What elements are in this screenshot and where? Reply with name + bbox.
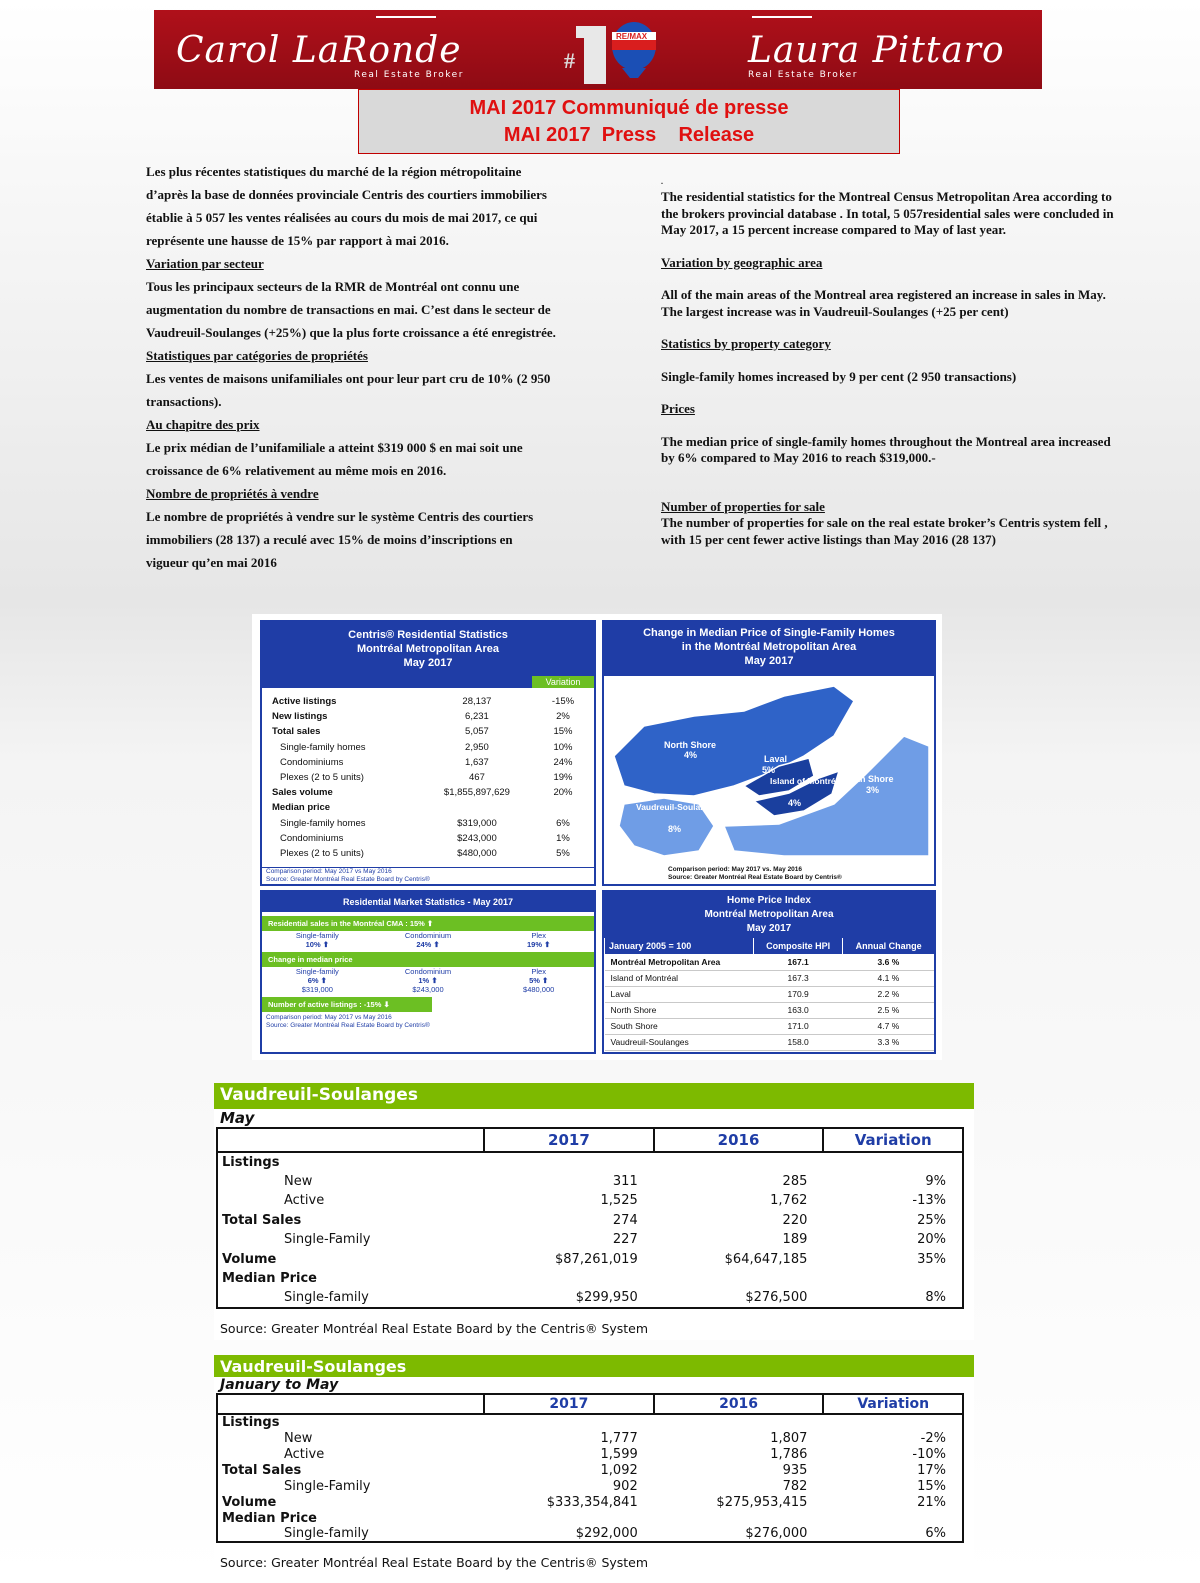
stats-row-variation: -15% bbox=[551, 696, 575, 708]
hpi-row bbox=[605, 1034, 935, 1050]
stats-row-label: Active listings bbox=[272, 696, 337, 708]
market-price-change: 5% ⬆ bbox=[529, 976, 549, 985]
vs-row-label: Volume bbox=[222, 1494, 277, 1510]
vs-may-header-2016: 2016 bbox=[654, 1128, 824, 1152]
vs-row-label: Single-family bbox=[284, 1290, 369, 1306]
vs-row-2016 bbox=[654, 1510, 824, 1526]
vs-row-label: Single-Family bbox=[284, 1478, 371, 1494]
hpi-change: 4.7 % bbox=[843, 1018, 934, 1034]
vs-table-row bbox=[217, 1526, 963, 1542]
fr-paragraph-category: Les ventes de maisons unifamiliales ont pour leur part cru de 10% (2 950 transactions). bbox=[146, 371, 551, 409]
region-map bbox=[604, 676, 934, 862]
map-region-percent: 4% bbox=[684, 750, 698, 760]
vs-row-2016: 1,762 bbox=[770, 1193, 808, 1209]
stats-row-variation: 10% bbox=[553, 741, 573, 753]
vs-row-label: Single-Family bbox=[284, 1232, 371, 1248]
map-region-percent: 5% bbox=[762, 765, 776, 775]
vs-row-2016: 935 bbox=[782, 1462, 808, 1478]
stats-panel-title: Centris® Residential Statistics Montréal Metropolitan Area May 2017 bbox=[262, 622, 594, 676]
stats-row-variation bbox=[532, 800, 594, 815]
stats-row-value: 28,137 bbox=[462, 696, 492, 708]
hpi-row bbox=[605, 1002, 935, 1018]
hpi-area: Montréal Metropolitan Area bbox=[605, 954, 754, 970]
hpi-area: Vaudreuil-Soulanges bbox=[605, 1034, 754, 1050]
stats-row-value: $1,855,897,629 bbox=[443, 787, 510, 799]
stats-row bbox=[262, 709, 594, 724]
hpi-row bbox=[605, 986, 935, 1002]
vs-row-2016: 782 bbox=[782, 1478, 808, 1494]
hpi-change: 3.3 % bbox=[843, 1034, 934, 1050]
hpi-row bbox=[605, 954, 935, 970]
stats-row-variation: 19% bbox=[553, 772, 573, 784]
market-median-price: $319,000 bbox=[301, 985, 333, 994]
hpi-value: 167.3 bbox=[753, 970, 842, 986]
stats-row-variation: 20% bbox=[553, 787, 573, 799]
stats-row bbox=[262, 740, 594, 755]
vs-table-row bbox=[217, 1510, 963, 1526]
stats-row-label: Total sales bbox=[272, 726, 321, 738]
stats-row-label: Condominiums bbox=[280, 756, 344, 768]
stats-row bbox=[262, 694, 594, 709]
hpi-value: 163.0 bbox=[753, 1002, 842, 1018]
vs-may-header-variation: Variation bbox=[823, 1128, 963, 1152]
vs-row-2016: $275,953,415 bbox=[716, 1494, 808, 1510]
vs-row-2016: $64,647,185 bbox=[724, 1251, 808, 1267]
vs-row-2016 bbox=[654, 1414, 824, 1430]
header-banner bbox=[154, 10, 1042, 89]
vs-table-row bbox=[217, 1250, 963, 1270]
stats-row-value: 467 bbox=[469, 772, 485, 784]
stats-row-value: $480,000 bbox=[457, 847, 497, 859]
map-region-label: North Shore bbox=[664, 740, 717, 750]
house-roof-icon bbox=[376, 16, 436, 28]
stats-row-variation: 2% bbox=[556, 711, 570, 723]
fr-heading-sector: Variation par secteur bbox=[146, 256, 264, 271]
hpi-header-base: January 2005 = 100 bbox=[605, 938, 754, 954]
remax-logo bbox=[564, 16, 674, 86]
vs-table-row bbox=[217, 1414, 963, 1430]
hpi-change: 4.1 % bbox=[843, 970, 934, 986]
vs-ytd-header-variation: Variation bbox=[823, 1394, 963, 1414]
market-sales-bar: Residential sales in the Montréal CMA : 15% ⬆ bbox=[262, 916, 594, 931]
stats-row bbox=[262, 846, 594, 861]
en-heading-category: Statistics by property category bbox=[661, 336, 831, 351]
map-region-percent: 4% bbox=[788, 798, 802, 808]
vs-may-header-2017: 2017 bbox=[484, 1128, 654, 1152]
vs-row-2017: 902 bbox=[612, 1478, 638, 1494]
stats-row-label: Sales volume bbox=[272, 787, 333, 799]
stats-row-value bbox=[422, 800, 532, 815]
market-listings-bar: Number of active listings : -15% ⬇ bbox=[262, 997, 432, 1012]
stats-row-variation: 1% bbox=[556, 832, 570, 844]
stats-row bbox=[262, 724, 594, 739]
map-region-label: Vaudreuil-Soulanges bbox=[636, 802, 721, 812]
vs-row-2017: 1,777 bbox=[600, 1430, 638, 1446]
en-paragraph-listings: The number of properties for sale on the real estate broker’s Centris system fell , with 15 per cent fewer active listings than May 2016 (28 137) bbox=[661, 515, 1108, 547]
vs-row-2016 bbox=[654, 1269, 824, 1289]
en-dot: . bbox=[661, 177, 663, 186]
vs-row-label: Active bbox=[284, 1193, 325, 1209]
hpi-row bbox=[605, 970, 935, 986]
vs-row-2017: $87,261,019 bbox=[555, 1251, 638, 1267]
vs-row-2017: 1,525 bbox=[600, 1193, 638, 1209]
english-text-column bbox=[661, 175, 1121, 548]
vs-row-label: Volume bbox=[222, 1251, 277, 1267]
market-category-label: Condominium bbox=[404, 931, 452, 940]
stats-footer-period: Comparison period: May 2017 vs May 2016 bbox=[266, 868, 392, 875]
hpi-header-composite: Composite HPI bbox=[753, 938, 842, 954]
vs-table-row bbox=[217, 1152, 963, 1172]
vs-row-label: New bbox=[284, 1430, 313, 1446]
hpi-area: South Shore bbox=[605, 1018, 754, 1034]
vs-may-subtitle: May bbox=[220, 1109, 255, 1127]
map-region-label: South Shore bbox=[840, 774, 894, 784]
fr-paragraph-prices: Le prix médian de l’unifamiliale a atteint $319 000 $ en mai soit une croissance de 6% relativement au même mois en 2016. bbox=[146, 440, 523, 478]
vs-may-table bbox=[216, 1127, 964, 1309]
stats-row-value: 5,057 bbox=[465, 726, 489, 738]
vs-row-2017: $333,354,841 bbox=[546, 1494, 638, 1510]
vs-row-2016: $276,500 bbox=[745, 1290, 808, 1306]
vs-ytd-title: Vaudreuil-Soulanges bbox=[214, 1355, 974, 1377]
vaudreuil-ytd-table-block bbox=[214, 1355, 974, 1579]
vs-may-title: Vaudreuil-Soulanges bbox=[214, 1083, 974, 1109]
hpi-area: Laval bbox=[605, 986, 754, 1002]
press-release-title bbox=[358, 89, 900, 154]
en-heading-listings: Number of properties for sale bbox=[661, 498, 825, 514]
hpi-row bbox=[605, 1018, 935, 1034]
market-sales-change: 19% ⬆ bbox=[526, 940, 551, 949]
hpi-panel-title: Home Price Index Montréal Metropolitan Area May 2017 bbox=[604, 892, 934, 938]
vs-table-row bbox=[217, 1211, 963, 1231]
vs-table-row bbox=[217, 1494, 963, 1510]
hpi-change: 2.2 % bbox=[843, 986, 934, 1002]
vs-row-2017: 227 bbox=[612, 1232, 638, 1248]
vs-row-2017: $292,000 bbox=[575, 1526, 638, 1541]
map-footer-period: Comparison period: May 2017 vs. May 2016 bbox=[668, 866, 803, 873]
vs-row-2016: 1,807 bbox=[770, 1430, 808, 1446]
left-broker-title: Real Estate Broker bbox=[354, 70, 464, 80]
vs-row-2017: 1,092 bbox=[600, 1462, 638, 1478]
map-region-label: Island of Montréal bbox=[770, 776, 843, 786]
stats-table bbox=[262, 694, 594, 861]
market-median-price: $480,000 bbox=[523, 985, 555, 994]
market-category-label: Single-family bbox=[295, 931, 339, 940]
market-categories bbox=[262, 931, 594, 940]
vs-row-label: Listings bbox=[222, 1415, 280, 1430]
hpi-value: 158.0 bbox=[753, 1034, 842, 1050]
hpi-value: 167.1 bbox=[753, 954, 842, 970]
vs-table-row bbox=[217, 1269, 963, 1289]
market-category-label: Condominium bbox=[404, 967, 452, 976]
french-text-column bbox=[146, 160, 556, 574]
vs-row-variation bbox=[823, 1152, 963, 1172]
fr-intro: Les plus récentes statistiques du marché de la région métropolitaine d’après la base de données provinciale Centris des courtiers immobiliers établie à 5 057 les ventes réalisées au cours du mois de mai 2017, ce qui représente une hausse de 15% par rapport à mai 2016. bbox=[146, 164, 547, 248]
title-french: MAI 2017 Communiqué de presse bbox=[469, 97, 789, 119]
statistics-infographic bbox=[252, 614, 942, 1060]
market-categories bbox=[262, 967, 594, 976]
vs-row-2017: 274 bbox=[612, 1212, 638, 1228]
fr-paragraph-sector: Tous les principaux secteurs de la RMR de Montréal ont connu une augmentation du nombre de transactions en mai. C’est dans le secteur de Vaudreuil-Soulanges (+25%) que la plus forte croissance a été enregistrée. bbox=[146, 279, 556, 340]
vs-row-label: Active bbox=[284, 1446, 325, 1462]
vs-table-row bbox=[217, 1430, 963, 1446]
median-price-map-panel bbox=[602, 620, 936, 886]
vs-row-variation: 15% bbox=[917, 1478, 946, 1494]
variation-header: Variation bbox=[532, 676, 594, 688]
vs-ytd-subtitle: January to May bbox=[220, 1377, 339, 1393]
vs-table-row bbox=[217, 1230, 963, 1250]
house-roof-icon bbox=[752, 16, 812, 28]
vs-row-2016: 1,786 bbox=[770, 1446, 808, 1462]
hpi-area: North Shore bbox=[605, 1002, 754, 1018]
en-intro: The residential statistics for the Montreal Census Metropolitan Area according to the brokers provincial database . In total, 5 057residential sales were concluded in May 2017, a 15 percent increase compared to May of last year. bbox=[661, 189, 1114, 237]
vs-row-variation: -2% bbox=[920, 1430, 946, 1446]
vs-ytd-table bbox=[216, 1393, 964, 1543]
vs-row-variation: 17% bbox=[917, 1462, 946, 1478]
stats-row bbox=[262, 816, 594, 831]
vs-row-variation: 6% bbox=[925, 1526, 946, 1541]
market-category-label: Plex bbox=[531, 967, 546, 976]
map-region-percent: 8% bbox=[668, 824, 682, 834]
en-heading-prices: Prices bbox=[661, 401, 695, 416]
market-median-price: $243,000 bbox=[412, 985, 444, 994]
vs-table-row bbox=[217, 1289, 963, 1309]
vs-row-2017: 311 bbox=[612, 1173, 638, 1189]
stats-row-label: Median price bbox=[272, 802, 331, 814]
stats-row-label: Condominiums bbox=[280, 832, 344, 844]
vs-row-variation: -13% bbox=[912, 1193, 946, 1209]
vs-row-variation bbox=[823, 1510, 963, 1526]
vs-row-label: Single-family bbox=[284, 1526, 369, 1541]
market-price-changes bbox=[262, 976, 594, 985]
market-sales-changes bbox=[262, 940, 594, 949]
map-region-percent: 3% bbox=[866, 785, 880, 795]
vs-table-row bbox=[217, 1446, 963, 1462]
stats-row-label: Single-family homes bbox=[280, 817, 366, 829]
stats-row-value: 2,950 bbox=[465, 741, 489, 753]
vs-row-label: New bbox=[284, 1173, 313, 1189]
hpi-header-change: Annual Change bbox=[843, 938, 934, 954]
stats-row-value: 1,637 bbox=[465, 756, 489, 768]
stats-row-value: $243,000 bbox=[457, 832, 497, 844]
map-panel-title: Change in Median Price of Single-Family Homes in the Montréal Metropolitan Area May 2017 bbox=[604, 622, 934, 676]
vs-row-2017: $299,950 bbox=[575, 1290, 638, 1306]
en-paragraph-area: All of the main areas of the Montreal area registered an increase in sales in May. The largest increase was in Vaudreuil-Soulanges (+25 per cent) bbox=[661, 287, 1106, 319]
vs-ytd-header-2016: 2016 bbox=[654, 1394, 824, 1414]
vs-row-variation: 21% bbox=[917, 1494, 946, 1510]
stats-row-variation: 15% bbox=[553, 726, 573, 738]
home-price-index-panel bbox=[602, 890, 936, 1054]
stats-row bbox=[262, 831, 594, 846]
market-footer-period: Comparison period: May 2017 vs May 2016 bbox=[266, 1014, 392, 1021]
vs-row-variation: -10% bbox=[912, 1446, 946, 1462]
stats-row-value: $319,000 bbox=[457, 817, 497, 829]
vs-row-2017 bbox=[484, 1510, 654, 1526]
vs-row-2016 bbox=[654, 1152, 824, 1172]
en-paragraph-category: Single-family homes increased by 9 per cent (2 950 transactions) bbox=[661, 368, 1017, 384]
vs-row-label: Median Price bbox=[222, 1271, 317, 1287]
fr-paragraph-listings: Le nombre de propriétés à vendre sur le système Centris des courtiers immobiliers (28 137) a reculé avec 15% de moins d’inscriptions en vigueur qu’en mai 2016 bbox=[146, 509, 534, 570]
market-price-change: 1% ⬆ bbox=[418, 976, 438, 985]
stats-row-label: Single-family homes bbox=[280, 741, 366, 753]
vs-row-2016: 285 bbox=[782, 1173, 808, 1189]
vs-row-2017 bbox=[484, 1269, 654, 1289]
market-price-bar: Change in median price bbox=[262, 952, 594, 967]
hpi-value: 170.9 bbox=[753, 986, 842, 1002]
hpi-change: 3.6 % bbox=[843, 954, 934, 970]
vaudreuil-may-table-block bbox=[214, 1083, 974, 1340]
stats-row bbox=[262, 755, 594, 770]
vs-table-row bbox=[217, 1462, 963, 1478]
centris-stats-panel bbox=[260, 620, 596, 886]
vs-row-2016: $276,000 bbox=[745, 1526, 808, 1541]
svg-text:RE/MAX: RE/MAX bbox=[616, 32, 648, 41]
vs-row-label: Total Sales bbox=[222, 1212, 302, 1228]
market-footer-source: Source: Greater Montréal Real Estate Board by Centris® bbox=[266, 1022, 430, 1029]
hpi-value: 171.0 bbox=[753, 1018, 842, 1034]
stats-row-variation: 24% bbox=[553, 756, 573, 768]
svg-text:#: # bbox=[564, 48, 575, 73]
vs-row-2017 bbox=[484, 1152, 654, 1172]
hpi-table bbox=[604, 938, 934, 1051]
vs-table-row bbox=[217, 1191, 963, 1211]
vs-row-variation: 25% bbox=[917, 1212, 946, 1228]
market-category-label: Single-family bbox=[295, 967, 339, 976]
market-sales-change: 10% ⬆ bbox=[305, 940, 330, 949]
stats-footer-source: Source: Greater Montréal Real Estate Board by Centris® bbox=[266, 876, 430, 883]
vs-row-variation: 8% bbox=[925, 1290, 946, 1306]
fr-heading-listings: Nombre de propriétés à vendre bbox=[146, 486, 319, 501]
market-category-label: Plex bbox=[531, 931, 546, 940]
vs-may-source: Source: Greater Montréal Real Estate Board by the Centris® System bbox=[220, 1321, 649, 1336]
hpi-change: 2.5 % bbox=[843, 1002, 934, 1018]
market-stats-panel bbox=[260, 890, 596, 1054]
vs-row-2017: 1,599 bbox=[600, 1446, 638, 1462]
market-price-change: 6% ⬆ bbox=[307, 976, 327, 985]
stats-row-variation: 6% bbox=[556, 817, 570, 829]
stats-row-label: New listings bbox=[272, 711, 328, 723]
en-paragraph-prices: The median price of single-family homes throughout the Montreal area increased by 6% compared to May 2016 to reach $319,000.- bbox=[661, 433, 1111, 465]
stats-row bbox=[262, 800, 594, 815]
fr-heading-prices: Au chapitre des prix bbox=[146, 417, 260, 432]
stats-row-label: Plexes (2 to 5 units) bbox=[280, 772, 364, 784]
right-broker-title: Real Estate Broker bbox=[748, 70, 858, 80]
title-english: MAI 2017 Press Release bbox=[503, 124, 755, 146]
vs-ytd-source: Source: Greater Montréal Real Estate Board by the Centris® System bbox=[220, 1555, 649, 1570]
market-panel-title: Residential Market Statistics - May 2017 bbox=[262, 892, 594, 912]
vs-ytd-header-2017: 2017 bbox=[484, 1394, 654, 1414]
vs-table-row bbox=[217, 1478, 963, 1494]
en-heading-area: Variation by geographic area bbox=[661, 254, 823, 270]
hpi-area: Island of Montréal bbox=[605, 970, 754, 986]
stats-row-label: Plexes (2 to 5 units) bbox=[280, 847, 364, 859]
stats-row bbox=[262, 785, 594, 800]
fr-heading-category: Statistiques par catégories de propriétés bbox=[146, 348, 368, 363]
map-footer-source: Source: Greater Montréal Real Estate Board by Centris® bbox=[668, 874, 842, 881]
market-sales-change: 24% ⬆ bbox=[416, 940, 440, 949]
stats-row-value: 6,231 bbox=[465, 711, 489, 723]
vs-row-variation: 20% bbox=[917, 1232, 946, 1248]
stats-row-variation: 5% bbox=[556, 847, 570, 859]
vs-row-2017 bbox=[484, 1414, 654, 1430]
stats-row bbox=[262, 770, 594, 785]
vs-row-variation bbox=[823, 1269, 963, 1289]
vs-row-label: Listings bbox=[222, 1154, 280, 1170]
vs-row-2016: 220 bbox=[782, 1212, 808, 1228]
vs-row-variation: 35% bbox=[917, 1251, 946, 1267]
market-median-prices bbox=[262, 985, 594, 994]
vs-row-variation: 9% bbox=[925, 1173, 946, 1189]
vs-row-label: Median Price bbox=[222, 1510, 317, 1526]
vs-row-label: Total Sales bbox=[222, 1462, 302, 1478]
vs-row-2016: 189 bbox=[782, 1232, 808, 1248]
left-broker-name: Carol LaRonde bbox=[176, 30, 462, 71]
map-region-label: Laval bbox=[764, 754, 788, 764]
right-broker-name: Laura Pittaro bbox=[748, 30, 1005, 71]
vs-row-variation bbox=[823, 1414, 963, 1430]
vs-table-row bbox=[217, 1172, 963, 1192]
